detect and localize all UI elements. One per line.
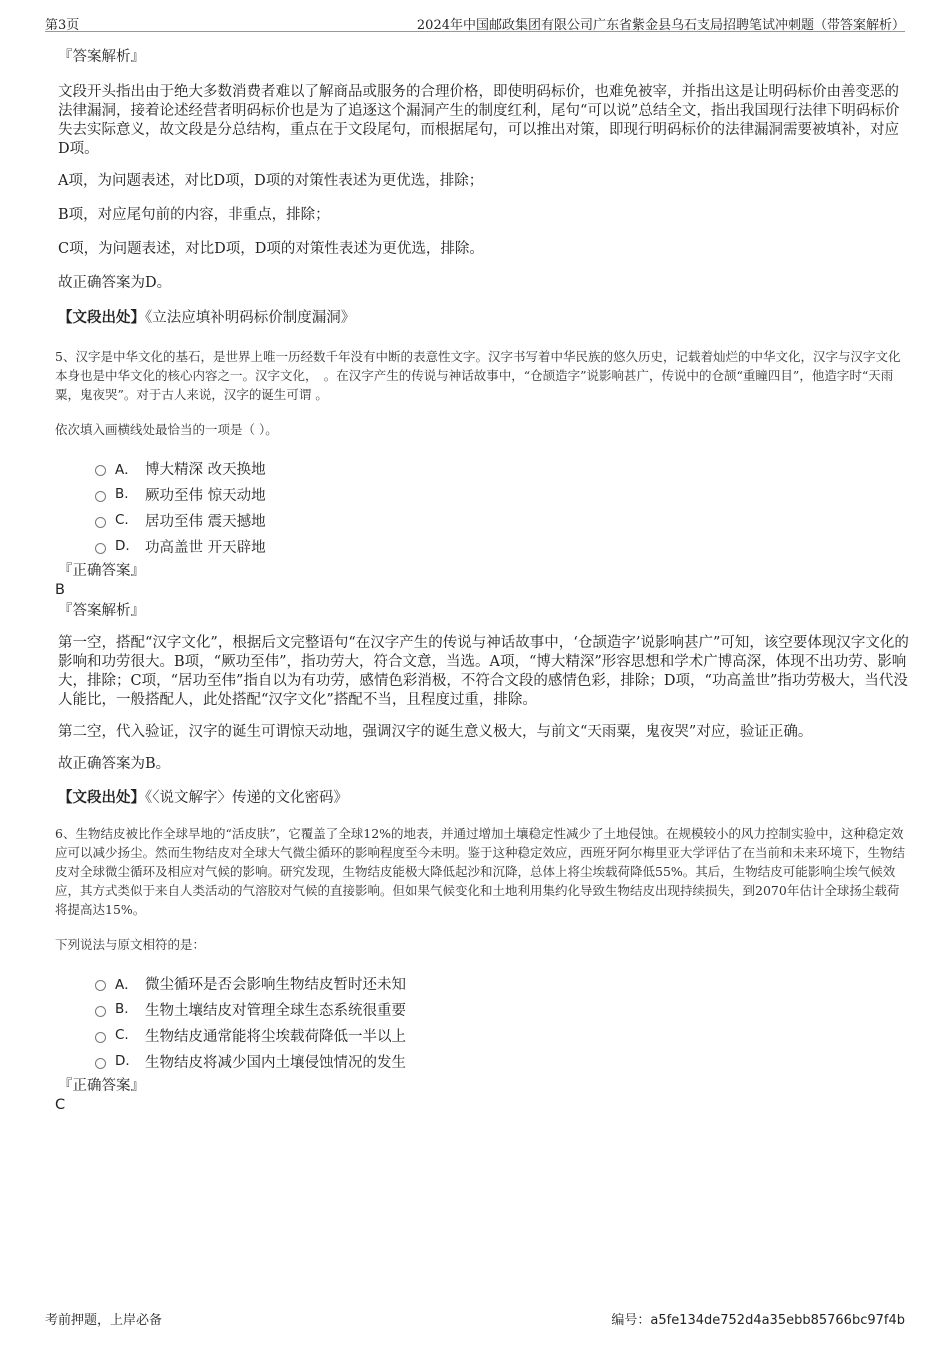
option-list: [95, 970, 910, 1074]
option-letter: A．: [115, 462, 138, 478]
source-label: 【文段出处】: [58, 309, 145, 326]
correct-answer: C: [55, 1097, 66, 1113]
option-d[interactable]: [95, 1048, 910, 1074]
correct-answer-label: 『正确答案』: [58, 1078, 145, 1094]
analysis-paragraph: 第一空，搭配“汉字文化”，根据后文完整语句“在汉字产生的传说与神话故事中，‘仓颉造字’说影响甚广”可知，该空要体现汉字文化的影响和功劳很大。B项，“厥功至伟”，指功劳大，符合文意，当选。A项，“博大精深”形容思想和学术广博高深，体现不出功劳、影响大，排除；C项，“居功至伟”指自以为有功劳，感情色彩消极，不符合文段的感情色彩，排除；D项，“功高盖世”指功劳极大，当代没人能比，一般搭配人，此处搭配“汉字文化”搭配不当，且程度过重，排除。: [58, 635, 909, 708]
analysis-option-a: A项，为问题表述，对比D项，D项的对策性表述为更优选，排除；: [58, 173, 484, 189]
correct-answer: B: [55, 582, 65, 598]
option-letter: C.: [115, 512, 129, 528]
question-5: [55, 347, 910, 808]
page-number: 第3页: [45, 18, 80, 33]
question-prompt: 下列说法与原文相符的是：: [55, 937, 206, 952]
correct-answer-label: 『正确答案』: [58, 563, 145, 579]
code-label: 编号：: [611, 1313, 651, 1328]
option-letter: D.: [115, 538, 130, 554]
question-6: [55, 824, 910, 1114]
radio-circle-icon[interactable]: [95, 1058, 106, 1069]
source-text: 《立法应填补明码标价制度漏洞》: [145, 310, 356, 326]
option-letter: A．: [115, 977, 138, 993]
code-value: a5fe134de752d4a35ebb85766bc97f4b: [650, 1313, 905, 1328]
option-a[interactable]: [95, 455, 910, 481]
page-footer: [45, 1309, 905, 1329]
option-c[interactable]: [95, 1022, 910, 1048]
analysis-paragraph: 文段开头指出由于绝大多数消费者难以了解商品或服务的合理价格，即使明码标价，也难免被宰，并指出这是让明码标价由善变恶的法律漏洞，接着论述经营者明码标价也是为了追逐这个漏洞产生的制度红利，尾句“可以说”总结全文，指出我国现行法律下明码标价失去实际意义，故文段是分总结构，重点在于文段尾句，而根据尾句，可以推出对策，即现行明码标价的法律漏洞需要被填补，对应D项。: [58, 84, 900, 157]
document-body: [55, 44, 910, 1114]
option-b[interactable]: [95, 996, 910, 1022]
radio-circle-icon[interactable]: [95, 517, 106, 528]
option-letter: B.: [115, 1001, 129, 1017]
option-text: 博大精深 改天换地: [145, 461, 266, 478]
radio-circle-icon[interactable]: [95, 543, 106, 554]
option-text: 生物结皮通常能将尘埃载荷降低一半以上: [145, 1028, 406, 1045]
document-code: [611, 1309, 905, 1328]
option-a[interactable]: [95, 970, 910, 996]
analysis-paragraph-2: 第二空，代入验证，汉字的诞生可谓惊天动地，强调汉字的诞生意义极大，与前文“天雨粟，鬼夜哭”对应，验证正确。: [58, 724, 813, 740]
option-list: [95, 455, 910, 559]
analysis-final: 故正确答案为B。: [58, 756, 171, 772]
source-line: [58, 308, 910, 328]
analysis-option-b: B项，对应尾句前的内容，非重点，排除；: [58, 207, 330, 223]
analysis-option-c: C项，为问题表述，对比D项，D项的对策性表述为更优选，排除。: [58, 241, 484, 257]
option-text: 功高盖世 开天辟地: [145, 539, 266, 556]
q4-analysis: [55, 47, 910, 328]
option-letter: D.: [115, 1053, 130, 1069]
radio-circle-icon[interactable]: [95, 980, 106, 991]
radio-circle-icon[interactable]: [95, 465, 106, 476]
option-b[interactable]: [95, 481, 910, 507]
option-text: 厥功至伟 惊天动地: [145, 487, 266, 504]
question-prompt: 依次填入画横线处最恰当的一项是（ ）。: [55, 422, 278, 437]
source-text: 《〈说文解字〉传递的文化密码》: [145, 790, 348, 806]
option-text: 居功至伟 震天撼地: [145, 513, 266, 530]
option-text: 生物结皮将减少国内土壤侵蚀情况的发生: [145, 1054, 406, 1071]
radio-circle-icon[interactable]: [95, 491, 106, 502]
radio-circle-icon[interactable]: [95, 1032, 106, 1043]
analysis-label: 『答案解析』: [58, 603, 145, 619]
option-letter: C.: [115, 1027, 129, 1043]
question-stem: 5、汉字是中华文化的基石，是世界上唯一历经数千年没有中断的表意性文字。汉字书写着中华民族的悠久历史，记载着灿烂的中华文化，汉字与汉字文化本身也是中华文化的核心内容之一。汉字文化， 。在汉字产生的传说与神话故事中，“仓颉造字”说影响甚广，传说中的仓颉“重瞳四目”，他造字时“天雨粟，鬼夜哭”。对于古人来说，汉字的诞生可谓 。: [55, 349, 901, 402]
document-title: 2024年中国邮政集团有限公司广东省紫金县乌石支局招聘笔试冲刺题（带答案解析）: [416, 18, 905, 33]
option-c[interactable]: [95, 507, 910, 533]
option-d[interactable]: [95, 533, 910, 559]
analysis-label: 『答案解析』: [58, 49, 145, 65]
radio-circle-icon[interactable]: [95, 1006, 106, 1017]
option-text: 微尘循环是否会影响生物结皮暂时还未知: [145, 976, 406, 993]
source-label: 【文段出处】: [58, 789, 145, 806]
analysis-final: 故正确答案为D。: [58, 275, 172, 291]
source-line: [58, 788, 910, 808]
option-letter: B.: [115, 486, 129, 502]
footer-slogan: 考前押题，上岸必备: [45, 1313, 163, 1328]
question-stem: 6、生物结皮被比作全球旱地的“活皮肤”，它覆盖了全球12%的地表，并通过增加土壤稳定性减少了土地侵蚀。在规模较小的风力控制实验中，这种稳定效应可以减少扬尘。然而生物结皮对全球大气微尘循环的影响程度至今未明。鉴于这种稳定效应，西班牙阿尔梅里亚大学评估了在当前和未来环境下，生物结皮对全球微尘循环及相应对气候的影响。研究发现，生物结皮能极大降低起沙和沉降，总体上将尘埃载荷降低55%。其后，生物结皮可能影响尘埃气候效应，其方式类似于来自人类活动的气溶胶对气候的直接影响。但如果气候变化和土地利用集约化导致生物结皮出现持续损失，到2070年估计全球扬尘载荷将提高达15%。: [55, 826, 906, 917]
page-header: [45, 10, 905, 32]
option-text: 生物土壤结皮对管理全球生态系统很重要: [145, 1002, 406, 1019]
